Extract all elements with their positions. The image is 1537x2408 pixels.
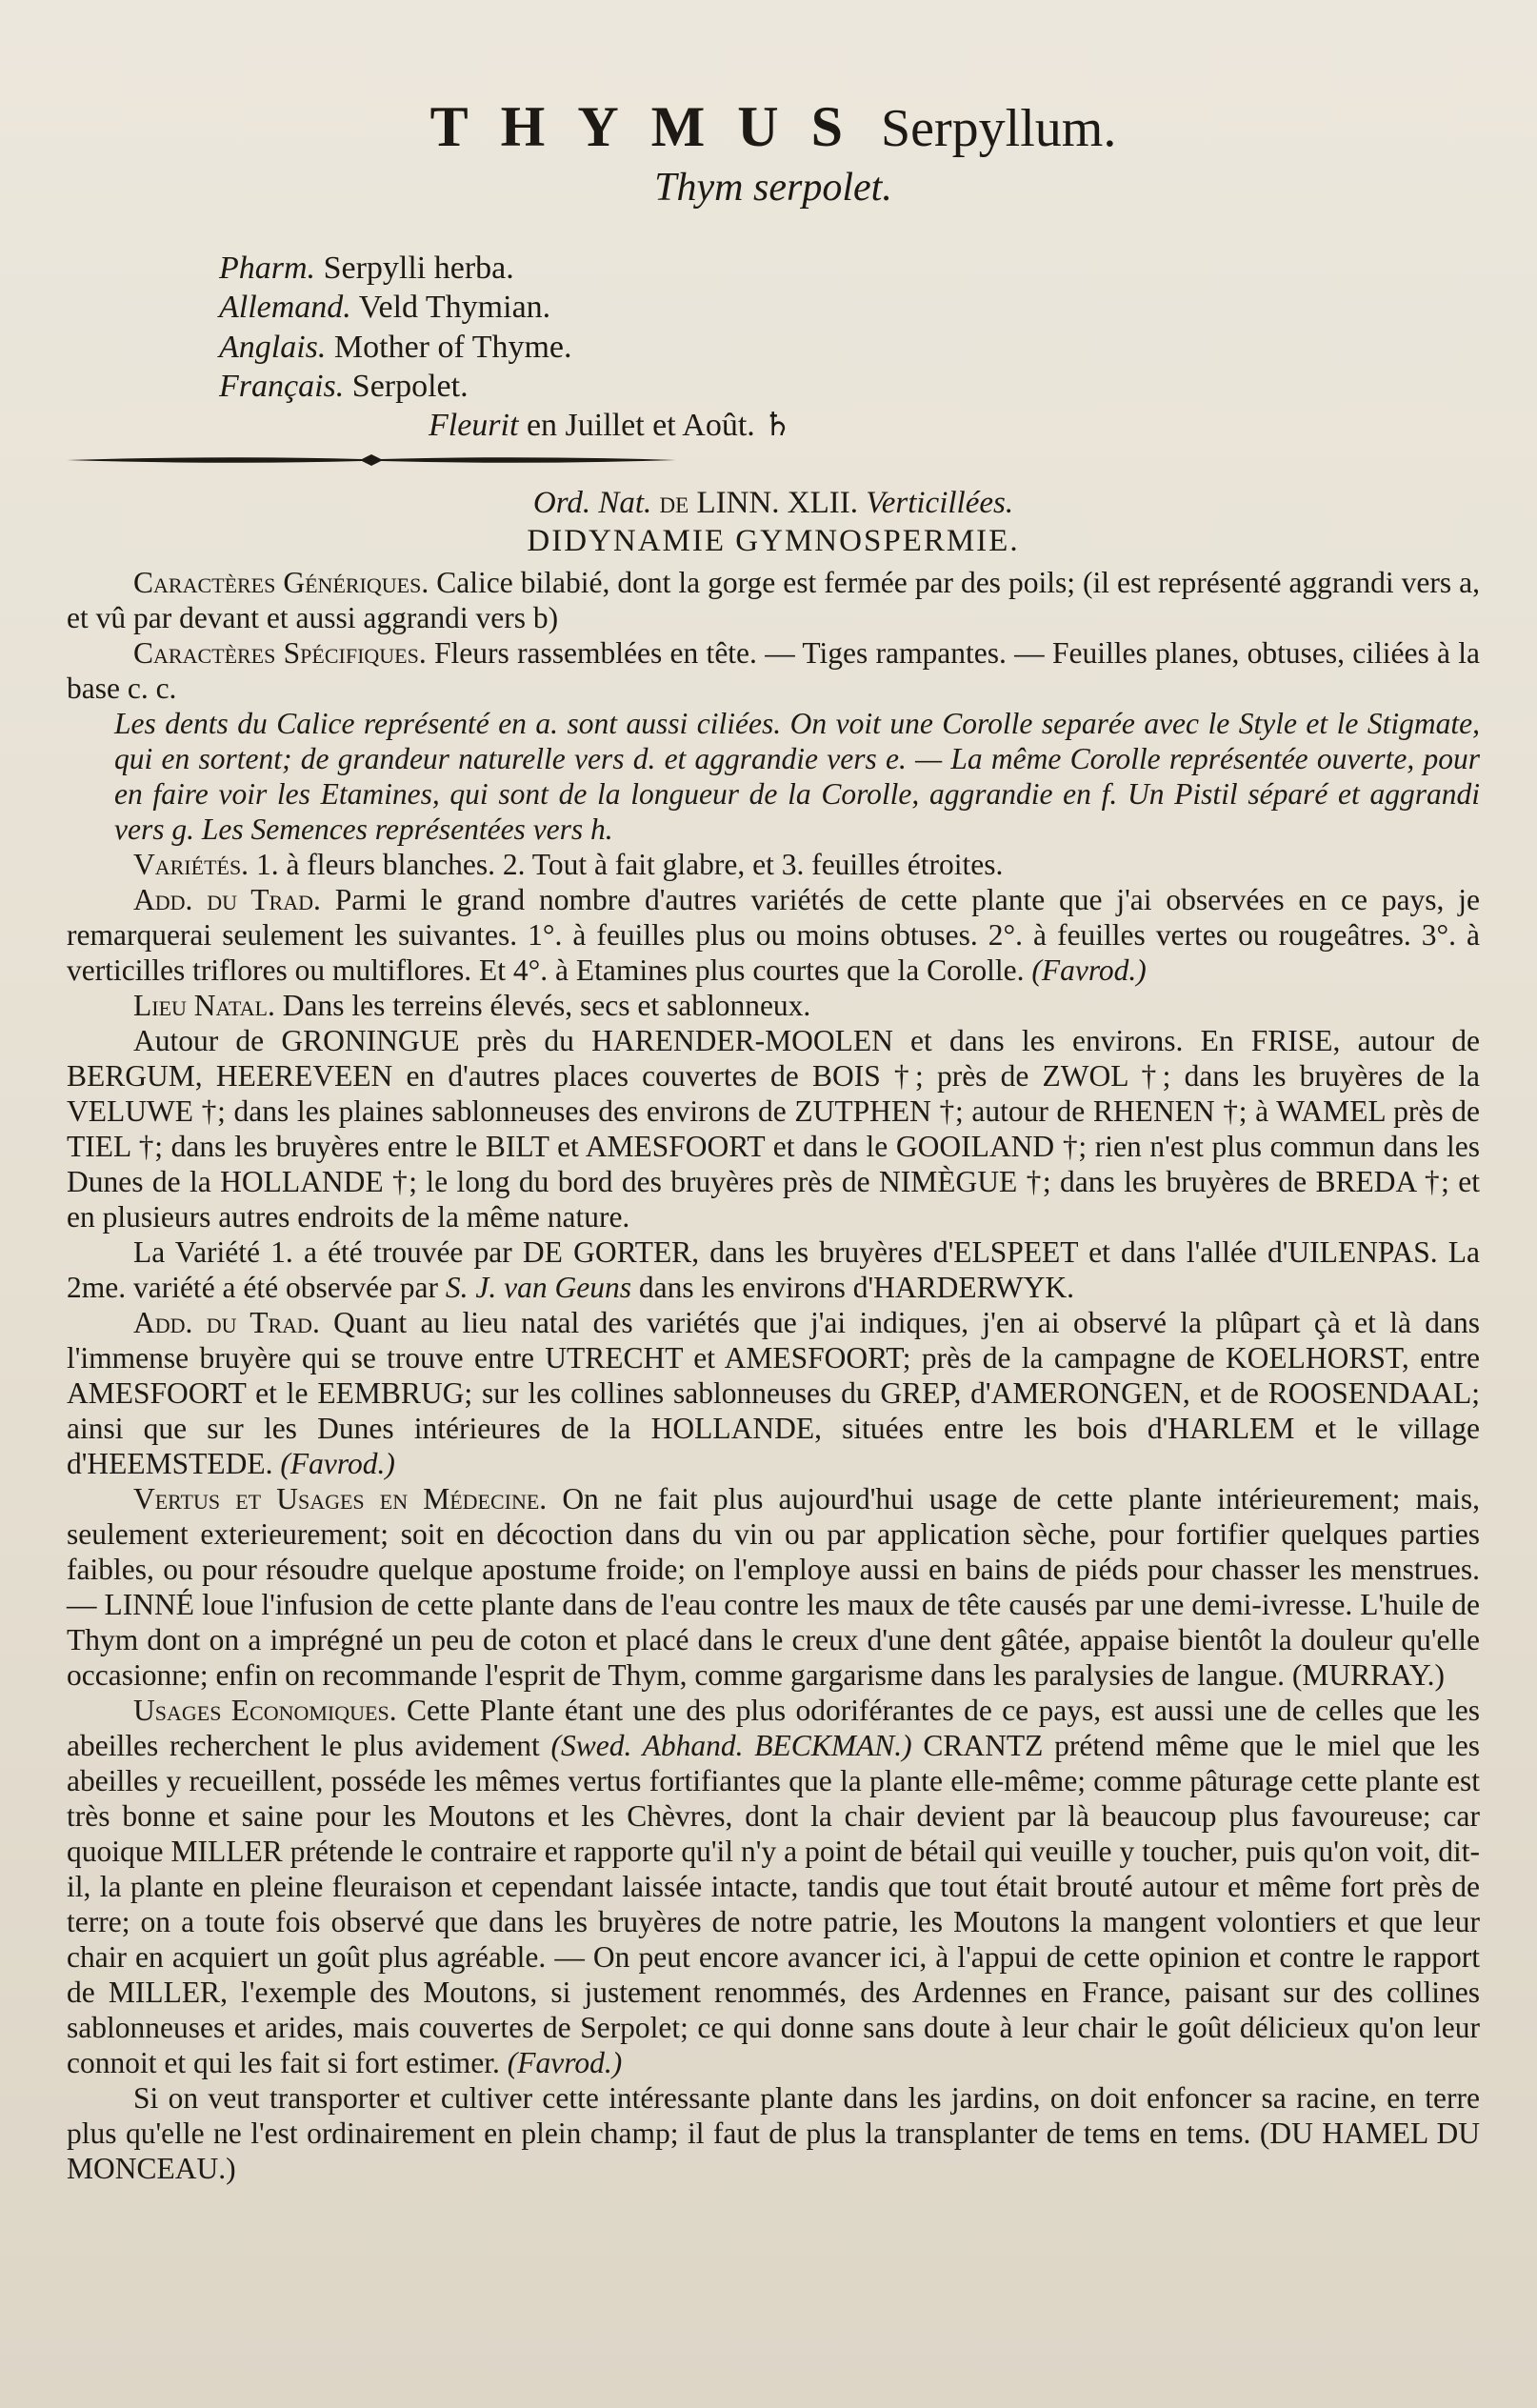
native-place: Lieu Natal. Dans les terreins élevés, secs et sablonneux. [133,988,811,1022]
name-line: Pharm. Serpylli herba. [219,250,514,286]
translator-addition-1: Add. du Trad. Parmi le grand nombre d'autres variétés de cette plante que j'ai observées en ce pays, je remarquerai seulement les suivantes. 1°. à feuilles plus ou moins obtuses. 2°. à feuilles vertes ou rougeâtres. 3°. à verticilles triflores ou multiflores. Et 4°. à Etamines plus courtes que la Corolle. (Favrod.) [67,882,1481,987]
medical-uses: Vertus et Usages en Médecine. On ne fait plus aujourd'hui usage de cette plante intérieurement; mais, seulement exterieurement; soit en décoction dans du vin ou par application sèche, pour fortifier quelques parties faibles, ou pour résoudre quelque apostume froide; on l'employe aussi en bains de piéds pour chasser les menstrues. — LINNÉ loue l'infusion de cette plante dans de l'eau contre les maux de tête causés par une demi-ivresse. L'huile de Thym dont on a imprégné un peu de coton et placé dans le creux d'une dent gâtée, appaise bientôt la douleur qu'elle occasionne; enfin on recommande l'esprit de Thym, comme gargarisme dans les paralysies de langue. (MURRAY.) [67,1481,1481,1692]
genus-name: THYMUS [429,95,876,158]
page-title [67,95,1480,159]
saturn-symbol: ♄ [763,408,792,444]
article-body [67,565,1480,2186]
species-name: Serpyllum. [881,99,1117,158]
generic-characters: Caractères Génériques. Calice bilabié, dont la gorge est fermée par des poils; (il est représenté aggrandi vers a, et vû par devant et aussi aggrandi vers b) [67,565,1481,634]
localities: Autour de GRONINGUE près du HARENDER-MOOLEN et dans les environs. En FRISE, autour de BERGUM, HEEREVEEN en d'autres places couvertes de BOIS †; près de ZWOL †; dans les bruyères de la VELUWE †; dans les plaines sablonneuses des environs de ZUTPHEN †; autour de RHENEN †; à WAMEL près de TIEL †; dans les bruyères entre le BILT et AMESFOORT et dans le GOOILAND †; rien n'est plus commun dans les Dunes de la HOLLANDE †; le long du bord des bruyères près de NIMÈGUE †; dans les bruyères de BREDA †; et en plusieurs autres endroits de la même nature. [67,1023,1480,1234]
varieties: Variétés. 1. à fleurs blanches. 2. Tout à fait glabre, et 3. feuilles étroites. [133,847,1004,881]
name-line: Français. Serpolet. [219,369,469,404]
cultivation-note: Si on veut transporter et cultiver cette intéressante plante dans les jardins, on doit enfoncer sa racine, en terre plus qu'elle ne l'est ordinairement en plein champ; il faut de plus la transplanter de tems en tems. (DU HAMEL DU MONCEAU.) [67,2080,1481,2185]
flowering-line: Fleurit en Juillet et Août. ♄ [429,408,792,444]
natural-order: Ord. Nat. de LINN. XLII. Verticillées. [532,486,1014,521]
name-line: Anglais. Mother of Thyme. [219,329,572,365]
economic-uses: Usages Economiques. Cette Plante étant une des plus odoriférantes de ce pays, est aussi une de celles que les abeilles recherchent le plus avidement (Swed. Abhand. BECKMAN.) CRANTZ prétend même que le miel que les abeilles y recueillent, posséde les mêmes vertus fortifiantes que la plante elle-même; comme pâturage cette plante est très bonne et saine pour les Moutons et les Chèvres, dont la chair devient par là beaucoup plus favoureuse; car quoique MILLER prétende le contraire et rapporte qu'il n'y a point de bétail qui veuille y toucher, puis qu'on voit, dit-il, la plante en pleine fleuraison et cependant laissée intacte, tandis que tout était brouté autour et même fort près de terre; on a toute fois observé que dans les bruyères de notre patrie, les Moutons la mangent volontiers et que leur chair en acquiert un goût plus agréable. — On peut encore avancer ici, à l'appui de cette opinion et contre le rapport de MILLER, l'exemple des Moutons, si justement renommés, des Ardennes en France, paisant sur des collines sablonneuses et arides, mais couvertes de Serpolet; ce qui donne sans doute à leur chair le goût délicieux qu'on leur connoit et qui les fait si fort estimer. (Favrod.) [67,1693,1481,2079]
variety-records: La Variété 1. a été trouvée par DE GORTER, dans les bruyères d'ELSPEET et dans l'allée d'UILENPAS. La 2me. variété a été observée par S. J. van Geuns dans les environs d'HARDERWYK. [67,1234,1480,1304]
ornament-rule [67,453,676,467]
common-name: Thym serpolet. [654,165,892,210]
name-line: Allemand. Veld Thymian. [219,290,551,326]
translator-addition-2: Add. du Trad. Quant au lieu natal des variétés que j'ai indiques, j'en ai observé la plûpart çà et là dans l'immense bruyère qui se trouve entre UTRECHT et AMESFOORT; près de la campagne de KOELHORST, entre AMESFOORT et le EEMBRUG; sur les collines sablonneuses du GREP, d'AMERONGEN, et de ROOSENDAAL; ainsi que sur les Dunes intérieures de la HOLLANDE, situées entre les bois d'HARLEM et le village d'HEEMSTEDE. (Favrod.) [67,1305,1481,1480]
linnaean-class: DIDYNAMIE GYMNOSPERMIE. [527,524,1020,559]
figure-description: Les dents du Calice représenté en a. sont aussi ciliées. On voit une Corolle separée avec le Style et le Stigmate, qui en sortent; de grandeur naturelle vers d. et aggrandie vers e. — La même Corolle représentée ouverte, pour en faire voir les Etamines, qui sont de la longueur de la Corolle, aggrandie en f. Un Pistil séparé et aggrandi vers g. Les Semences représentées vers h. [114,706,1480,846]
specific-characters: Caractères Spécifiques. Fleurs rassemblées en tête. — Tiges rampantes. — Feuilles planes, obtuses, ciliées à la base c. c. [67,635,1481,705]
vernacular-names [67,249,1480,407]
